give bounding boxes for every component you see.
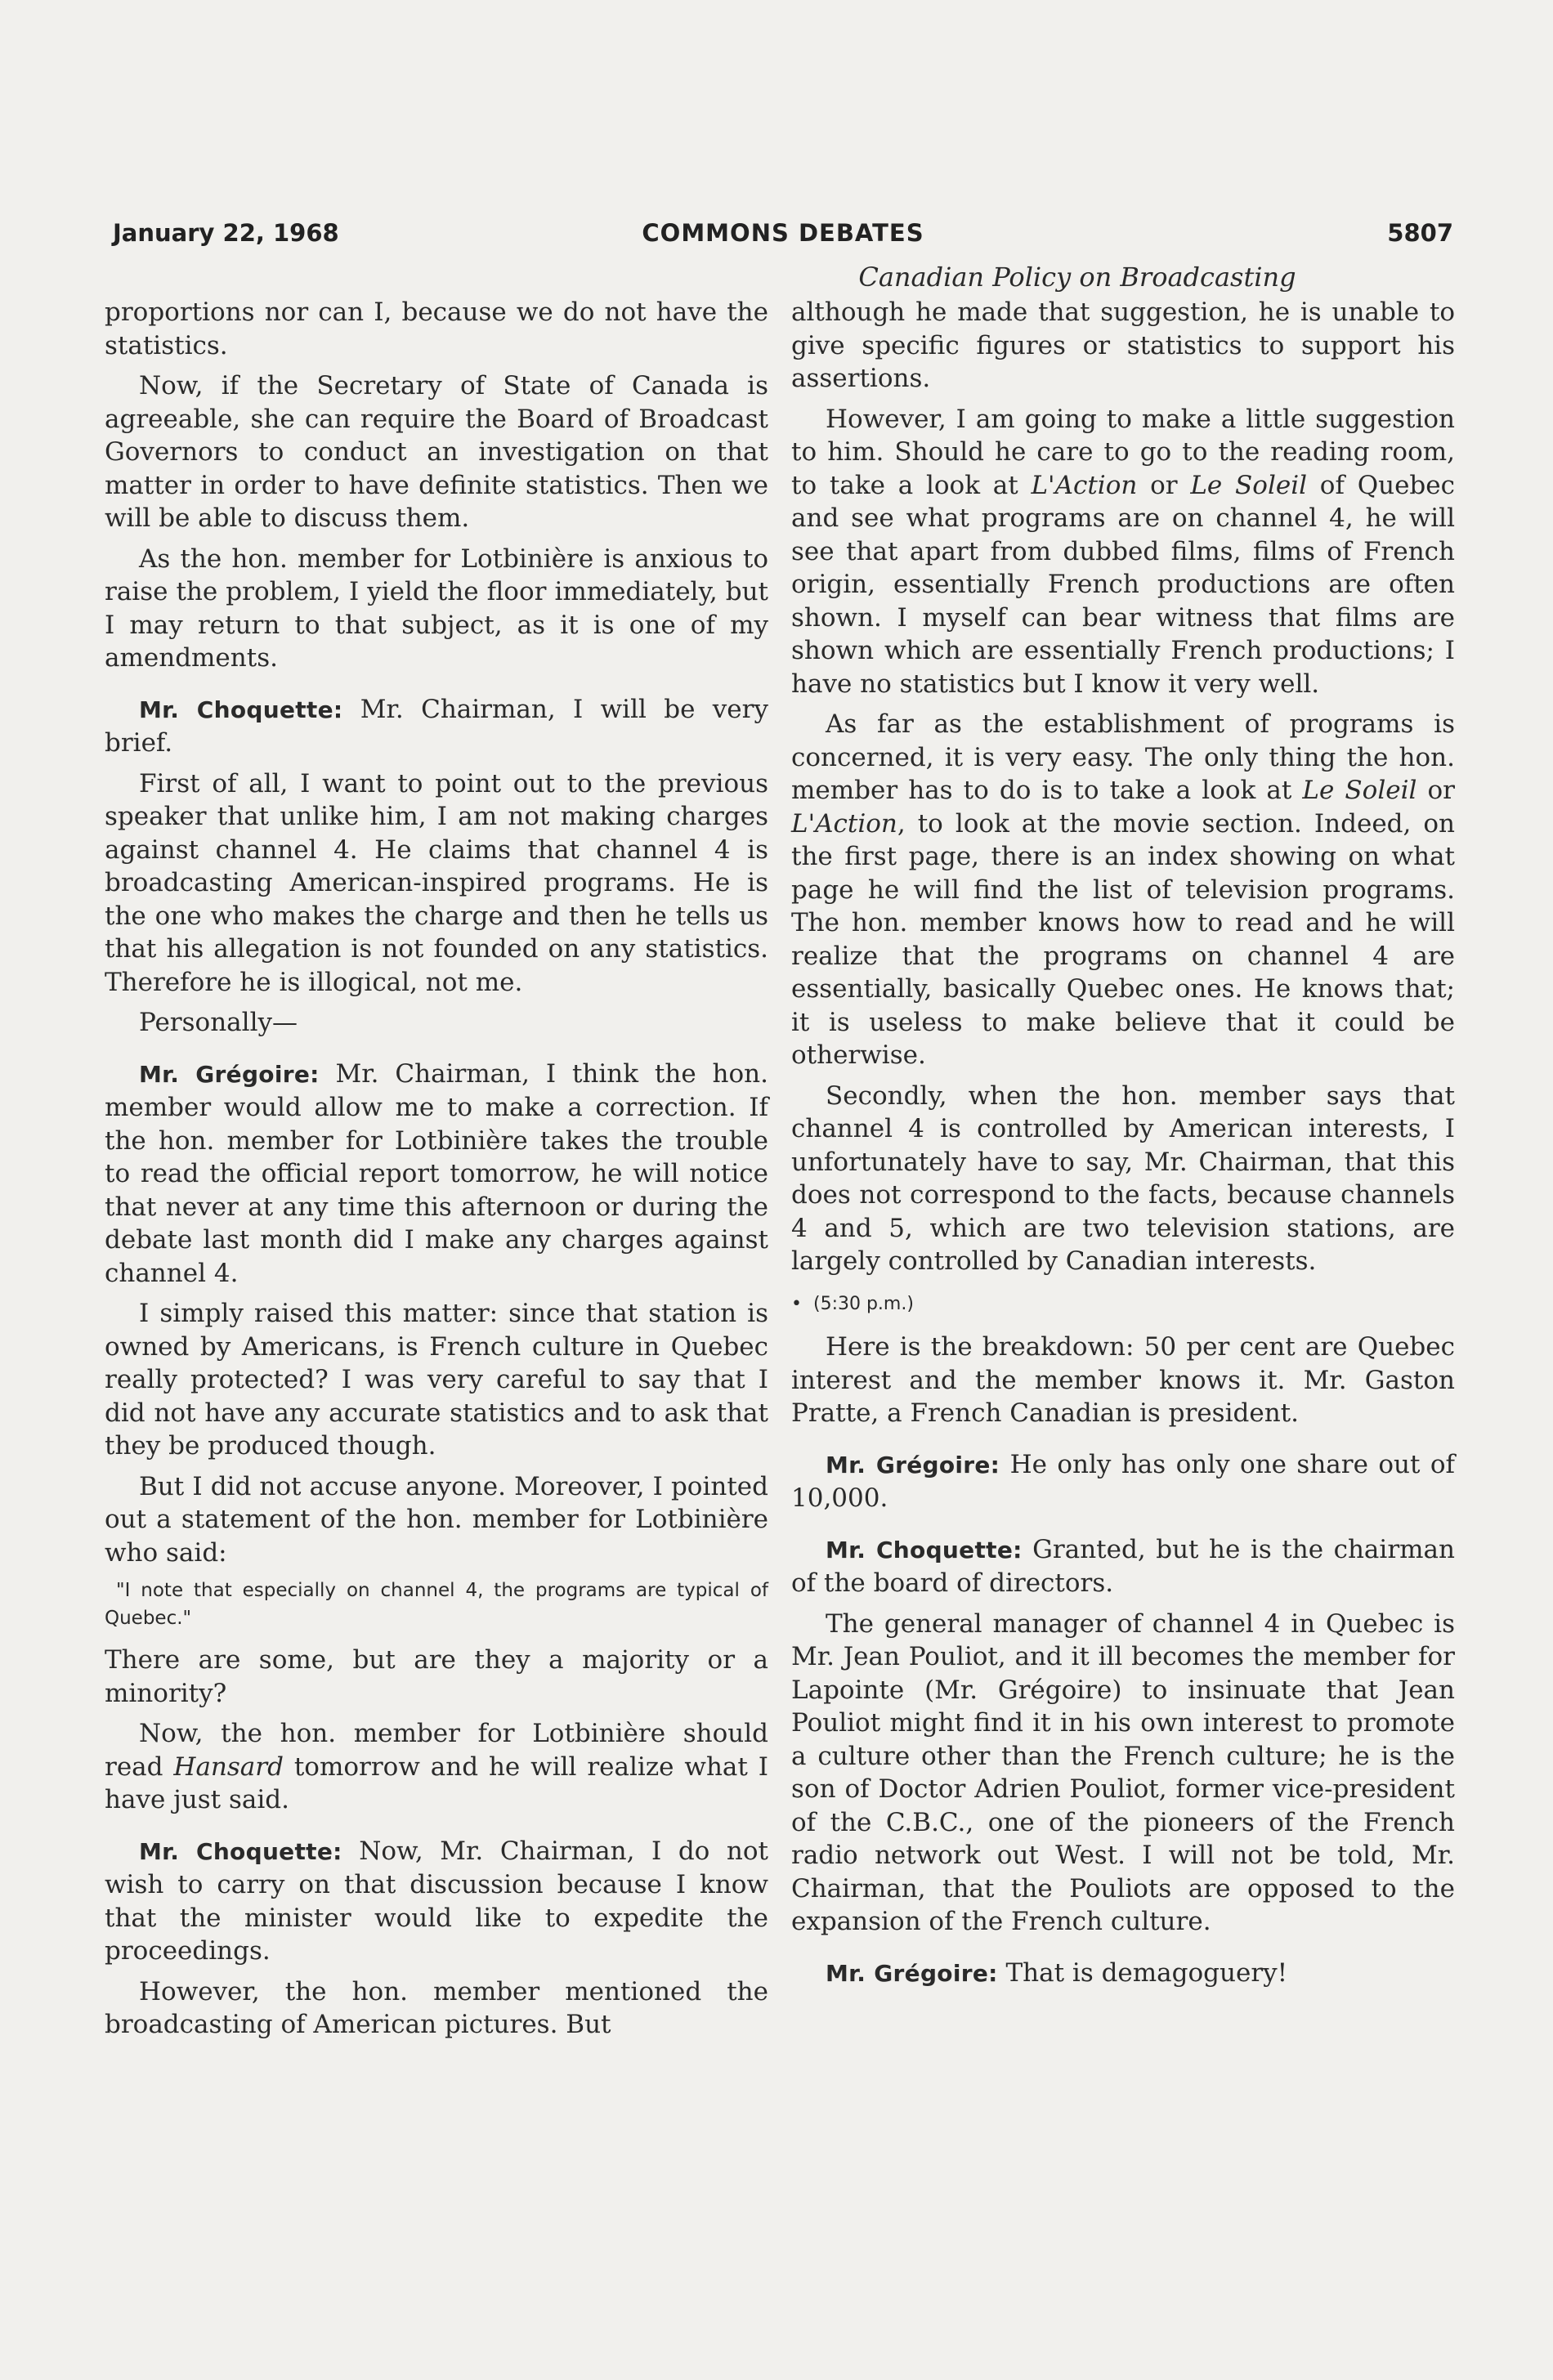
speaker-name: Mr. Grégoire:	[139, 1060, 320, 1088]
paragraph: First of all, I want to point out to the previous speaker that unlike him, I am not making charges against channel 4. He claims that channel 4 is broadcasting American-inspired programs. He is the one who makes the charge and then he tells us that his allegation is not founded on any statistics. Therefore he is illogical, not me.	[105, 768, 768, 997]
right-column	[791, 296, 1455, 1998]
bullet-icon: •	[791, 1293, 802, 1314]
paragraph: Here is the breakdown: 50 per cent are Quebec interest and the member knows it. Mr. Gaston Pratte, a French Canadian is president.	[791, 1332, 1455, 1428]
block-quote: "I note that especially on channel 4, the programs are typical of Quebec."	[105, 1580, 768, 1629]
speaker-name: Mr. Choquette:	[139, 1837, 342, 1865]
page-number: 5807	[1387, 219, 1453, 247]
paragraph	[791, 403, 1455, 701]
text-run: As far as the establishment of programs is concerned, it is very easy. The only thing the hon. member has to do is to take a look at	[791, 709, 1455, 805]
paragraph: proportions nor can I, because we do not have the statistics.	[105, 298, 768, 360]
paragraph: Secondly, when the hon. member says that channel 4 is controlled by American interests, I unfortunately have to say, Mr. Chairman, that this does not correspond to the facts, because channels 4 and 5, which are two television stations, are largely controlled by Canadian interests.	[791, 1080, 1455, 1276]
speech-text: Granted, but he is the chairman of the board of directors.	[791, 1534, 1455, 1598]
paragraph	[105, 1717, 768, 1817]
speech-paragraph	[105, 693, 768, 760]
text-run: Now, the hon. member for Lotbinière should read	[105, 1719, 768, 1782]
speech-paragraph	[105, 1835, 768, 1968]
header-date: January 22, 1968	[113, 219, 339, 247]
paragraph	[791, 708, 1455, 1072]
speaker-name: Mr. Choquette:	[139, 696, 343, 723]
speech-text: Mr. Chairman, I will be very brief.	[105, 694, 768, 758]
left-column	[105, 296, 768, 2049]
paragraph: The general manager of channel 4 in Quebec is Mr. Jean Pouliot, and it ill becomes the member for Lapointe (Mr. Grégoire) to insinuate that Jean Pouliot might find it in his own interest to promote a culture other than the French culture; he is the son of Doctor Adrien Pouliot, former vice-president of the C.B.C., one of the pioneers of the French radio network out West. I will not be told, Mr. Chairman, that the Pouliots are opposed to the expansion of the French culture.	[791, 1608, 1455, 1936]
paragraph: I simply raised this matter: since that station is owned by Americans, is French culture in Quebec really protected? I was very careful to say that I did not have any accurate statistics and to ask that they be produced though.	[105, 1299, 768, 1461]
paragraph: There are some, but are they a majority or a minority?	[105, 1645, 768, 1708]
italic-text: Le Soleil	[1190, 470, 1308, 500]
text-run: tomorrow and he will realize what I have just said.	[105, 1751, 768, 1814]
speech-paragraph	[791, 1533, 1455, 1600]
italic-text: Hansard	[173, 1751, 284, 1782]
time-stamp	[791, 1288, 1455, 1322]
text-run: or	[1137, 470, 1191, 500]
speech-text: That is demagoguery!	[997, 1957, 1288, 1988]
section-subtitle: Canadian Policy on Broadcasting	[858, 262, 1296, 293]
paragraph: Now, if the Secretary of State of Canada is agreeable, she can require the Board of Broadcast Governors to conduct an investigation on that matter in order to have definite statistics. Then we will be able to discuss them.	[105, 371, 768, 533]
italic-text: Le Soleil	[1302, 776, 1417, 805]
page-header	[113, 219, 1453, 257]
time-stamp-text: (5:30 p.m.)	[812, 1293, 914, 1314]
speech-paragraph	[791, 1957, 1455, 1991]
paragraph: Personally—	[139, 1008, 298, 1037]
speaker-name: Mr. Grégoire:	[826, 1451, 1000, 1479]
speech-text: He only has only one share out of 10,000.	[791, 1449, 1455, 1513]
paragraph: But I did not accuse anyone. Moreover, I pointed out a statement of the hon. member for Lotbinière who said:	[105, 1471, 768, 1568]
speech-paragraph	[791, 1448, 1455, 1515]
speaker-name: Mr. Choquette:	[826, 1536, 1023, 1564]
paragraph: However, the hon. member mentioned the broadcasting of American pictures. But	[105, 1976, 768, 2039]
text-run: or	[1416, 776, 1456, 805]
text-run: However, I am going to make a little suggestion to him. Should he care to go to the reading room, to take a look at	[791, 404, 1455, 500]
speech-paragraph	[105, 1058, 768, 1291]
header-title: COMMONS DEBATES	[642, 219, 924, 247]
speech-text: Mr. Chairman, I think the hon. member would allow me to make a correction. If the hon. member for Lotbinière takes the trouble to read the official report tomorrow, he will notice that never at any time this afternoon or during the debate last month did I make any charges against channel 4.	[105, 1058, 769, 1288]
paragraph: although he made that suggestion, he is unable to give specific figures or statistics to support his assertions.	[791, 298, 1455, 393]
italic-text: L'Action	[791, 808, 897, 839]
text-run: of Quebec and see what programs are on channel 4, he will see that apart from dubbed films, films of French origin, essentially French productions are often shown. I myself can bear witness that films are shown which are essentially French productions; I have no statistics but I know it very well.	[791, 470, 1455, 699]
text-run: , to look at the movie section. Indeed, on the first page, there is an index showing on what page he will find the list of television programs. The hon. member knows how to read and he will realize that the programs on channel 4 are essentially, basically Quebec ones. He knows that; it is useless to make believe that it could be otherwise.	[791, 808, 1455, 1070]
speaker-name: Mr. Grégoire:	[826, 1959, 998, 1987]
speech-text: Now, Mr. Chairman, I do not wish to carry on that discussion because I know that the minister would like to expedite the proceedings.	[105, 1836, 768, 1966]
paragraph: As the hon. member for Lotbinière is anxious to raise the problem, I yield the floor immediately, but I may return to that subject, as it is one of my amendments.	[105, 544, 768, 673]
italic-text: L'Action	[1031, 470, 1138, 500]
